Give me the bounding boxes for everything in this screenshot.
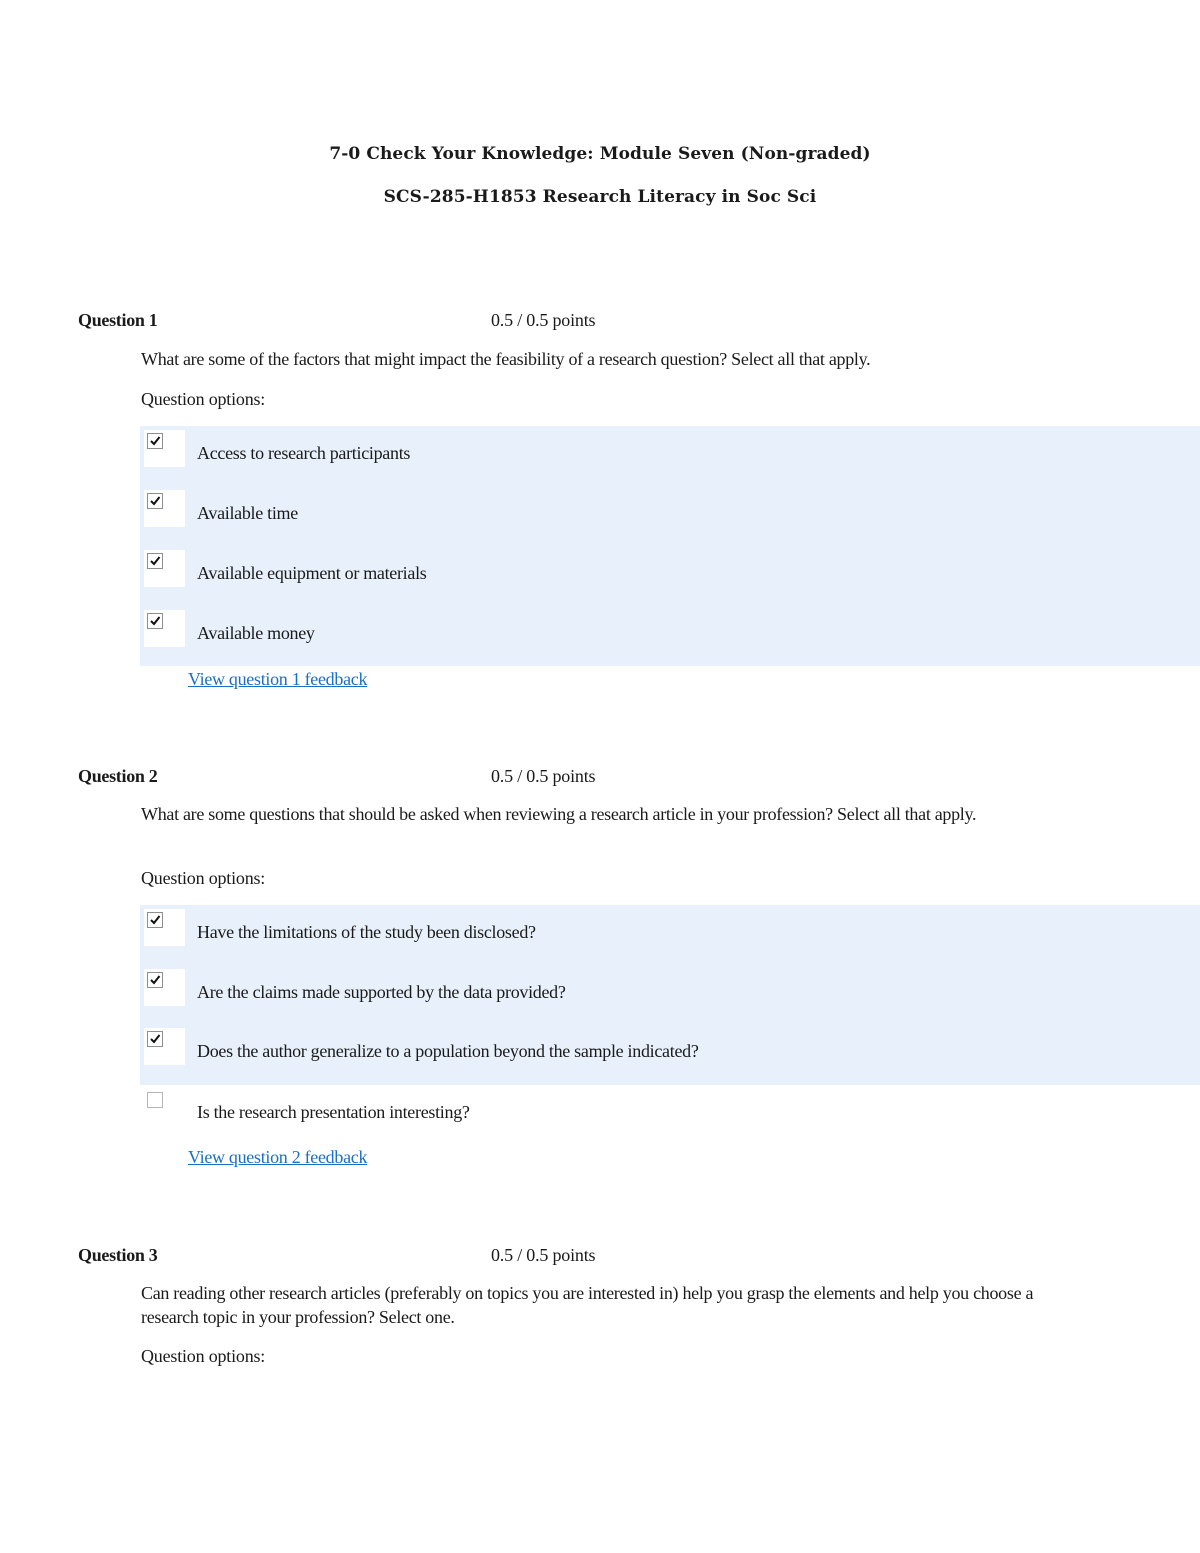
option-row[interactable] <box>140 486 1200 546</box>
checkbox-checked-icon[interactable] <box>147 1031 163 1047</box>
option-row[interactable] <box>140 1024 1200 1084</box>
option-row[interactable] <box>140 1085 1200 1145</box>
question-points: 0.5 / 0.5 points <box>491 766 596 786</box>
view-feedback-link[interactable]: View question 2 feedback <box>188 1147 368 1167</box>
option-row[interactable] <box>140 426 1200 486</box>
option-label: Access to research participants <box>197 443 411 463</box>
view-feedback-link[interactable]: View question 1 feedback <box>188 669 368 689</box>
option-label: Available time <box>197 503 298 523</box>
option-label: Does the author generalize to a population beyond the sample indicated? <box>197 1041 699 1061</box>
option-label: Have the limitations of the study been disclosed? <box>197 922 536 942</box>
checkbox-checked-icon[interactable] <box>147 912 163 928</box>
question-label: Question 3 <box>78 1245 158 1265</box>
option-row[interactable] <box>140 546 1200 606</box>
question-text: What are some of the factors that might impact the feasibility of a research question? Select all that apply. <box>141 349 871 369</box>
checkbox-unchecked-icon[interactable] <box>147 1092 163 1108</box>
checkbox-checked-icon[interactable] <box>147 493 163 509</box>
question-options-label: Question options: <box>141 868 266 888</box>
option-row[interactable] <box>140 965 1200 1025</box>
option-label: Are the claims made supported by the data provided? <box>197 982 566 1002</box>
option-label: Available equipment or materials <box>197 563 427 583</box>
option-label: Available money <box>197 623 315 643</box>
checkbox-checked-icon[interactable] <box>147 433 163 449</box>
option-row[interactable] <box>140 606 1200 666</box>
question-text: Can reading other research articles (preferably on topics you are interested in) help you grasp the elements and help you choose a research topic in your profession? Select one. <box>141 1283 1034 1327</box>
question-points: 0.5 / 0.5 points <box>491 310 596 330</box>
page-title: 7-0 Check Your Knowledge: Module Seven (Non-graded) <box>329 144 871 164</box>
question-label: Question 2 <box>78 766 158 786</box>
option-row[interactable] <box>140 905 1200 965</box>
question-text: What are some questions that should be asked when reviewing a research article in your profession? Select all that apply. <box>141 804 977 824</box>
checkbox-checked-icon[interactable] <box>147 972 163 988</box>
option-label: Is the research presentation interesting? <box>197 1102 470 1122</box>
question-options-label: Question options: <box>141 389 266 409</box>
checkbox-checked-icon[interactable] <box>147 553 163 569</box>
question-label: Question 1 <box>78 310 158 330</box>
question-options-label: Question options: <box>141 1346 266 1366</box>
course-title: SCS-285-H1853 Research Literacy in Soc Sci <box>383 187 817 207</box>
checkbox-checked-icon[interactable] <box>147 613 163 629</box>
question-points: 0.5 / 0.5 points <box>491 1245 596 1265</box>
